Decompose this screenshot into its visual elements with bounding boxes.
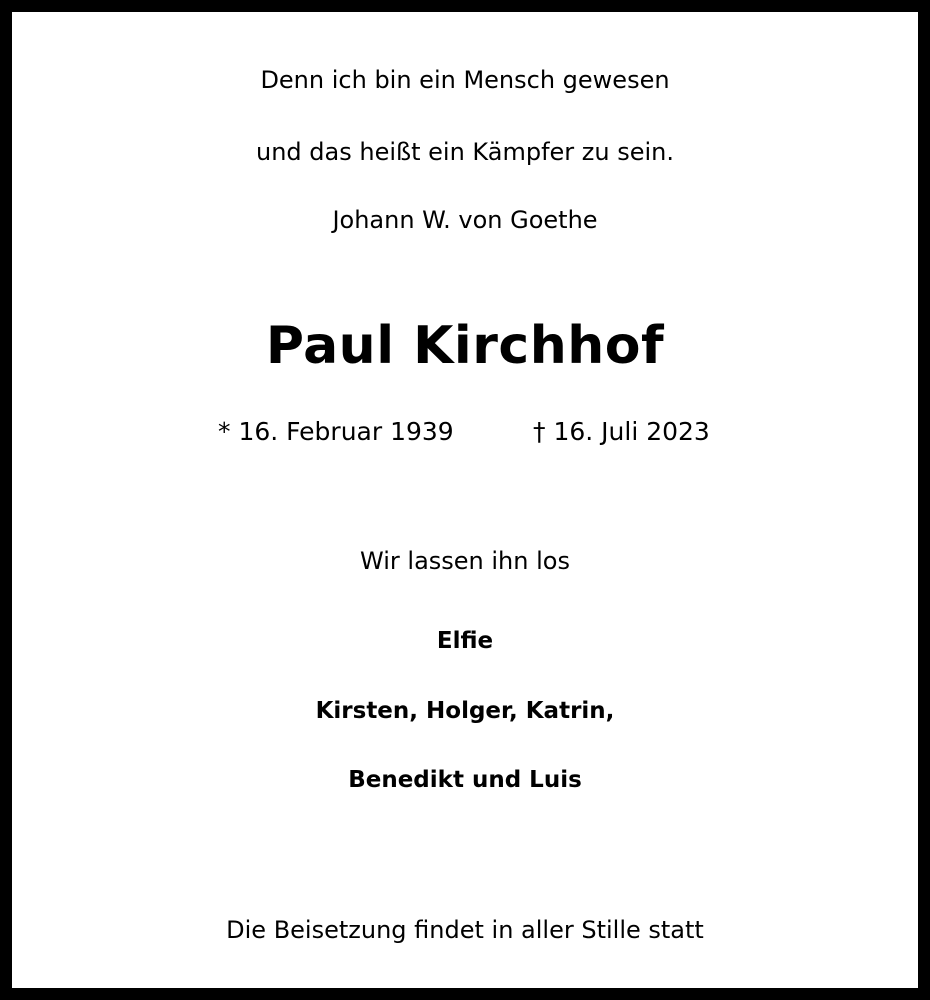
- quote-line-1: Denn ich bin ein Mensch gewesen: [260, 66, 670, 94]
- mourner-line-2: Kirsten, Holger, Katrin,: [315, 698, 615, 724]
- quote-author: Johann W. von Goethe: [332, 206, 598, 234]
- birth-date: * 16. Februar 1939: [218, 417, 454, 446]
- quote-line-2: und das heißt ein Kämpfer zu sein.: [256, 138, 674, 166]
- deceased-name: Paul Kirchhof: [265, 316, 665, 376]
- funeral-note: Die Beisetzung findet in aller Stille statt: [226, 916, 704, 944]
- mourner-line-1: Elfie: [436, 628, 494, 654]
- mourner-line-3: Benedikt und Luis: [348, 767, 582, 793]
- farewell-text: Wir lassen ihn los: [360, 547, 570, 575]
- death-date: † 16. Juli 2023: [533, 417, 710, 446]
